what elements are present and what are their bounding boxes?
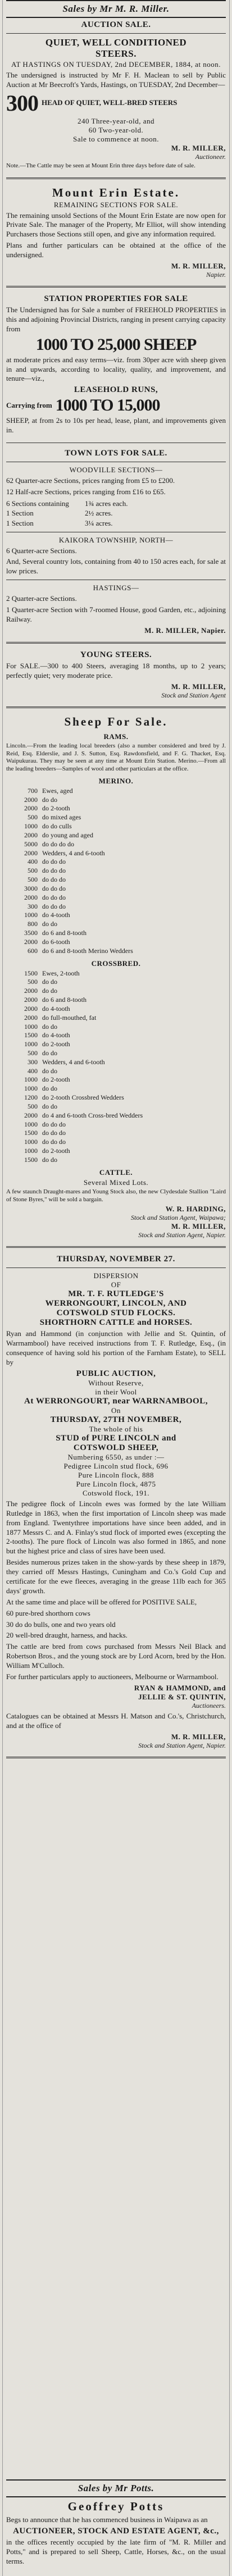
young-steers-heading: YOUNG STEERS.	[80, 650, 152, 659]
stock-row	[6, 1084, 226, 1093]
rutledge-body-6: 30 do do bulls, one and two years old	[6, 1620, 116, 1629]
station-big-range: 1000 TO 25,000 SHEEP	[35, 335, 197, 354]
lot-size: 2½ acres.	[85, 509, 113, 518]
rutledge-signature-2-sub: Auctioneers.	[192, 1701, 226, 1709]
stock-row	[6, 884, 226, 893]
potts-heading: Geoffrey Potts	[67, 2500, 165, 2514]
rutledge-without: Without Reserve,	[88, 1378, 144, 1387]
stock-count: 1000	[24, 1138, 38, 1146]
rutledge-body-8: The cattle are bred from cows purchased from Messrs Neil Black and Robertson Bros., and the young stock are by Lord Acorn, bred by the Hon. William M'Culloch.	[6, 1642, 226, 1670]
stock-row	[6, 867, 226, 876]
stock-description: do young and aged	[42, 831, 93, 839]
rutledge-on: On	[111, 1406, 121, 1415]
stock-count: 2000	[24, 831, 38, 839]
stock-count: 3000	[24, 884, 38, 892]
stock-description: Ewes, 2-tooth	[42, 969, 80, 977]
kaikora-1: 6 Quarter-acre Sections.	[6, 546, 77, 555]
town-lots-signature: M. R. MILLER, Napier.	[144, 626, 226, 635]
potts-body-2: in the offices recently occupied by the late firm of "M. R. Miller and Potts," and is prepared to sell Sheep, Cattle, Horses, &c., on the usual terms.	[6, 2538, 226, 2566]
rutledge-title-4: SHORTHORN CATTLE and HORSES.	[39, 1318, 193, 1328]
stock-count: 2000	[24, 1004, 38, 1013]
lot-row	[6, 518, 226, 528]
rutledge-body-3: Besides numerous prizes taken in the show-yards by these sheep in 1879, they carried off Messrs Hastings, Cuningham and Co.'s Gold Cup and certificate for the ewe fleeces, averaging in the grease 11lb each for 365 days' growth.	[6, 1558, 226, 1595]
stock-row	[6, 1067, 226, 1076]
stock-description: do do culls	[42, 822, 72, 831]
stock-description: do do do	[42, 867, 66, 875]
rutledge-body-2: The pedigree flock of Lincoln ewes was formed by the late William Rutledge in 1863, when the first importation of Lincoln sheep was made from England. Twentythree importations have since been added, and in 1877 Messrs C. and A. Finlay's stud flock of imported ewes (excepting the 2-tooths). The pure flock of Lincoln was also formed in 1865, and none but the highest price and class of sires have been used.	[6, 1499, 226, 1556]
stock-row	[6, 893, 226, 902]
rutledge-title-2: WERRONGOURT, LINCOLN, AND	[45, 1299, 187, 1308]
rutledge-body-4: At the same time and place will be offered for POSITIVE SALE,	[6, 1597, 197, 1606]
stock-description: do full-mouthed, fat	[42, 1013, 97, 1022]
station-lease-heading: LEASEHOLD RUNS,	[74, 385, 158, 395]
mount-erin-ad	[6, 186, 226, 279]
auction-signature-sub: Auctioneer.	[195, 152, 226, 161]
auction-title-2: STEERS.	[95, 48, 137, 60]
stock-description: do 2-tooth	[42, 1040, 70, 1048]
miller-banner: Sales by Mr M. R. Miller.	[6, 0, 226, 18]
rutledge-whole: The whole of his	[89, 1424, 143, 1433]
stock-description: do do do	[42, 858, 66, 866]
town-lots-ad	[6, 449, 226, 635]
stock-count: 2000	[24, 804, 38, 813]
lot-desc: 1 Section	[6, 509, 34, 518]
woodville-heading: WOODVILLE SECTIONS—	[69, 466, 163, 475]
hastings-heading: HASTINGS—	[93, 583, 139, 592]
young-steers-body: For SALE.—300 to 400 Steers, averaging 18 months, up to 2 years; perfectly quiet; very moderate price.	[6, 661, 226, 680]
potts-ad	[6, 2500, 226, 2568]
stock-description: do do	[42, 1155, 57, 1164]
rutledge-stock-item: Cotswold flock, 191.	[82, 1488, 150, 1497]
stock-description: do do	[42, 920, 57, 928]
rutledge-body-5: 60 pure-bred shorthorn cows	[6, 1608, 90, 1617]
stock-count: 1500	[24, 1031, 38, 1039]
rutledge-body-1: Ryan and Hammond (in conjunction with Jellie and St. Quintin, of Warrnambool) have received instructions from T. F. Rutledge, Esq., (in consequence of having sold his portion of the Farnham Estate), to SELL by	[6, 1329, 226, 1366]
station-body-3: SHEEP, at from 2s to 10s per head, lease, plant, and improvements given in.	[6, 416, 226, 435]
auction-heading: AUCTION SALE.	[81, 20, 151, 29]
horses-body: A few staunch Draught-mares and Young Stock also, the new Clydesdale Stallion "Laird of Stone Byres," will be sold a bargain.	[6, 1188, 226, 1203]
mount-erin-body-2: Plans and further particulars can be obtained at the office of the undersigned.	[6, 241, 226, 259]
rutledge-stud-1: STUD of PURE LINCOLN and	[56, 1433, 176, 1443]
rutledge-stud-2: COTSWOLD SHEEP,	[73, 1443, 159, 1452]
rutledge-ad	[6, 1255, 226, 1749]
stock-description: do do	[42, 987, 57, 995]
stock-row	[6, 1147, 226, 1156]
station-body-1: The Undersigned has for Sale a number of FREEHOLD PROPERTIES in this and adjoining Provincial Districts, ranging in present carrying capacity from	[6, 305, 226, 333]
stock-description: do 4-tooth	[42, 911, 70, 919]
stock-count: 1500	[24, 1155, 38, 1164]
woodville-2: 12 Half-acre Sections, prices ranging from £16 to £65.	[6, 487, 166, 496]
stock-description: do do do	[42, 884, 66, 892]
rutledge-signature-1: RYAN & HAMMOND, and	[134, 1683, 226, 1692]
stock-row	[6, 911, 226, 920]
stock-row	[6, 840, 226, 849]
stock-description: do do do do	[42, 840, 74, 848]
newspaper-page	[2, 0, 230, 2576]
stock-count: 2000	[24, 795, 38, 804]
stock-description: do 4-tooth	[42, 1031, 70, 1039]
stock-row	[6, 1040, 226, 1049]
stock-description: do do do	[42, 1129, 66, 1137]
stock-count: 3500	[24, 929, 38, 937]
stock-count: 2000	[24, 1111, 38, 1119]
stock-row	[6, 1111, 226, 1120]
mount-erin-signature-sub: Napier.	[206, 270, 226, 279]
station-lease-line: Carrying from	[6, 401, 52, 410]
rutledge-in-their: in their Wool	[95, 1387, 137, 1396]
young-steers-ad	[6, 650, 226, 700]
hastings-1: 2 Quarter-acre Sections.	[6, 594, 77, 603]
auction-note: Note.—The Cattle may be seen at Mount Erin three days before date of sale.	[6, 162, 195, 169]
lot-size: 3¼ acres.	[85, 518, 113, 527]
stock-description: do do do	[42, 902, 66, 910]
kaikora-heading: KAIKORA TOWNSHIP, NORTH—	[58, 535, 174, 544]
stock-count: 2000	[24, 987, 38, 995]
stock-count: 2000	[24, 937, 38, 946]
stock-description: do do	[42, 978, 57, 986]
merino-heading: MERINO.	[98, 776, 134, 785]
potts-body-1: Begs to announce that he has commenced business in Waipawa as an	[6, 2515, 208, 2524]
town-lots-heading: TOWN LOTS FOR SALE.	[65, 449, 167, 458]
rutledge-at: At WERRONGOURT, near WARRNAMBOOL,	[24, 1396, 208, 1406]
mount-erin-body-1: The remaining unsold Sections of the Mount Erin Estate are now open for Private Sale. The manager of the Property, Mr Elliot, will show intending Purchasers those Sections still open, and give any information required.	[6, 211, 226, 239]
stock-row	[6, 969, 226, 978]
stock-count: 1000	[24, 911, 38, 919]
lot-row	[6, 508, 226, 518]
rutledge-stock-item: Pedigree Lincoln stud flock, 696	[63, 1461, 169, 1470]
rutledge-signature-3: M. R. MILLER,	[171, 1732, 226, 1741]
stock-count: 1000	[24, 1040, 38, 1048]
stock-row	[6, 831, 226, 840]
mount-erin-sub: REMAINING SECTIONS FOR SALE.	[53, 200, 179, 209]
stock-description: do mixed ages	[42, 813, 81, 822]
young-steers-signature-sub: Stock and Station Agent	[161, 691, 226, 699]
cattle-heading: CATTLE.	[99, 1168, 133, 1177]
auction-sale-note: Sale to commence at noon.	[73, 134, 159, 143]
stock-count: 1000	[24, 822, 38, 831]
merino-table	[6, 787, 226, 956]
stock-row	[6, 978, 226, 987]
stock-row	[6, 858, 226, 867]
stock-row	[6, 1156, 226, 1165]
auction-sub-2: 60 Two-year-old.	[88, 125, 144, 134]
rams-heading: RAMS.	[103, 732, 129, 741]
sheep-signature-2: M. R. MILLER,	[171, 1222, 226, 1231]
stock-row	[6, 1102, 226, 1111]
stock-row	[6, 813, 226, 822]
rams-body: Lincoln.—From the leading local breeders (also a number considered and bred by J. Reid, Esq. Elderslie, and J. S. Sutton, Esq. Rawdonsfield, and F. G. Thacket, Esq. Waipukurau. They may be seen at any time at Mount Erin Station. Merino.—From all the leading breeders—Samples of wool and other particulars at the office.	[6, 742, 226, 773]
stock-count: 1500	[24, 969, 38, 977]
auction-signature: M. R. MILLER,	[171, 143, 226, 152]
stock-count: 400	[28, 1066, 38, 1075]
stock-count: 1500	[24, 1129, 38, 1137]
stock-count: 500	[28, 1102, 38, 1110]
stock-count: 300	[28, 902, 38, 910]
stock-row	[6, 929, 226, 938]
stock-description: do 4 and 6-tooth Cross-bred Wedders	[42, 1111, 143, 1119]
rutledge-of: OF	[111, 1280, 121, 1289]
stock-row	[6, 947, 226, 956]
stock-count: 500	[28, 813, 38, 822]
stock-row	[6, 796, 226, 805]
stock-description: do 2-tooth	[42, 804, 70, 813]
stock-count: 2000	[24, 893, 38, 901]
mount-erin-signature: M. R. MILLER,	[171, 261, 226, 270]
crossbred-heading: CROSSBRED.	[91, 959, 141, 968]
stock-count: 1000	[24, 1022, 38, 1031]
station-heading: STATION PROPERTIES FOR SALE	[44, 294, 188, 303]
stock-count: 2000	[24, 849, 38, 857]
stock-description: do 6 and 8-tooth	[42, 929, 87, 937]
stock-row	[6, 1120, 226, 1129]
rutledge-dispersion: DISPERSION	[93, 1271, 139, 1280]
station-lease-big: 1000 TO 15,000	[55, 396, 160, 415]
stock-row	[6, 987, 226, 996]
auction-big-row	[6, 92, 226, 115]
rutledge-body-9: For further particulars apply to auctioneers, Melbourne or Warrnambool.	[6, 1672, 219, 1681]
stock-description: do do	[42, 1066, 57, 1075]
stock-description: do do do	[42, 1120, 66, 1128]
woodville-1: 62 Quarter-acre Sections, prices ranging from £5 to £200.	[6, 476, 175, 485]
stock-row	[6, 902, 226, 911]
lot-row	[6, 499, 226, 509]
stock-row	[6, 876, 226, 884]
stock-description: do do do	[42, 893, 66, 901]
auction-sub-1: 240 Three-year-old, and	[78, 116, 154, 125]
stock-description: do do	[42, 795, 57, 804]
stock-description: do 6-tooth	[42, 937, 70, 946]
potts-banner: Sales by Mr Potts.	[6, 2479, 226, 2497]
stock-count: 800	[28, 920, 38, 928]
stock-description: do do do	[42, 876, 66, 884]
stock-count: 5000	[24, 840, 38, 848]
auction-big-number: 300	[6, 90, 38, 116]
stock-row	[6, 1049, 226, 1058]
stock-description: do 2-tooth	[42, 1075, 70, 1084]
auction-body: The undersigned is instructed by Mr F. H. Maclean to sell by Public Auction at Mr Beecroft's Yards, Hastings, on TUESDAY, 2nd December—	[6, 70, 226, 89]
rutledge-numbering: Numbering 6550, as under :—	[67, 1452, 165, 1461]
lot-desc: 1 Section	[6, 518, 34, 527]
stock-description: Wedders, 4 and 6-tooth	[42, 849, 105, 857]
rutledge-body-7: 20 well-bred draught, harness, and hacks.	[6, 1631, 128, 1640]
kaikora-2: And, Several country lots, containing from 40 to 150 acres each, for sale at low prices.	[6, 557, 226, 576]
stock-count: 2000	[24, 1013, 38, 1022]
auction-big-side: HEAD OF QUIET, WELL-BRED STEERS	[42, 98, 178, 107]
rutledge-catalogue: Catalogues can be obtained at Messrs H. Matson and Co.'s, Christchurch, and at the office of	[6, 1711, 226, 1730]
potts-title: AUCTIONEER, STOCK AND ESTATE AGENT, &c.,	[13, 2527, 219, 2536]
stock-row	[6, 1093, 226, 1102]
stock-description: do 2-tooth	[42, 1147, 70, 1155]
stock-row	[6, 1023, 226, 1032]
stock-description: do 6 and 8-tooth	[42, 996, 87, 1004]
stock-count: 500	[28, 1049, 38, 1057]
lot-size: 1¾ acres each.	[85, 499, 128, 508]
stock-row	[6, 938, 226, 947]
stock-count: 1000	[24, 1084, 38, 1093]
stock-count: 1200	[24, 1093, 38, 1102]
rutledge-stock-item: Pure Lincoln flock, 888	[78, 1470, 154, 1479]
rutledge-title-1: MR. T. F. RUTLEDGE'S	[68, 1289, 164, 1299]
auction-date-line: AT HASTINGS ON TUESDAY, 2nd DECEMBER, 1884, at noon.	[11, 60, 221, 69]
stock-row	[6, 1014, 226, 1023]
sheep-signature-1: W. R. HARDING,	[165, 1205, 226, 1214]
stock-description: do do	[42, 1102, 57, 1110]
stock-count: 600	[28, 946, 38, 955]
stock-count: 700	[28, 786, 38, 795]
stock-count: 2000	[24, 996, 38, 1004]
stock-count: 1000	[24, 1120, 38, 1128]
crossbred-table	[6, 969, 226, 1165]
rutledge-title-3: COTSWOLD STUD FLOCKS.	[56, 1308, 176, 1318]
auction-title-1: QUIET, WELL CONDITIONED	[45, 37, 187, 48]
stock-description: do do	[42, 1049, 57, 1057]
stock-count: 500	[28, 978, 38, 986]
stock-count: 1000	[24, 1075, 38, 1084]
stock-count: 1000	[24, 1147, 38, 1155]
rutledge-thursday: THURSDAY, 27TH NOVEMBER,	[50, 1415, 182, 1424]
young-steers-signature: M. R. MILLER,	[171, 682, 226, 691]
stock-description: do do do	[42, 1138, 66, 1146]
stock-row	[6, 920, 226, 929]
stock-row	[6, 1129, 226, 1138]
stock-description: do 4-tooth	[42, 1004, 70, 1013]
stock-description: do 6 and 8-tooth Merino Wedders	[42, 946, 133, 955]
sheep-signature-2-sub: Stock and Station Agent, Napier.	[138, 1231, 226, 1239]
stock-description: Wedders, 4 and 6-tooth	[42, 1057, 105, 1066]
stock-row	[6, 804, 226, 813]
sheep-heading: Sheep For Sale.	[64, 714, 168, 728]
stock-description: do do	[42, 1022, 57, 1031]
station-properties-ad	[6, 294, 226, 437]
station-body-2: at moderate prices and easy terms—viz. from 30per acre with sheep given in and upwards, according to locality, quality, and improvement, and tenure—viz.,	[6, 355, 226, 383]
station-lease-row	[6, 397, 226, 414]
auction-sale-ad	[6, 20, 226, 171]
hastings-2: 1 Quarter-acre Section with 7-roomed House, good Garden, etc., adjoining Railway.	[6, 605, 226, 623]
cattle-sub: Several Mixed Lots.	[83, 1178, 149, 1187]
stock-description: Ewes, aged	[42, 786, 73, 795]
stock-row	[6, 1075, 226, 1084]
stock-row	[6, 822, 226, 831]
stock-row	[6, 1005, 226, 1014]
stock-count: 400	[28, 858, 38, 866]
rutledge-date-heading: THURSDAY, NOVEMBER 27.	[57, 1255, 175, 1264]
stock-count: 500	[28, 876, 38, 884]
stock-row	[6, 849, 226, 858]
stock-count: 300	[28, 1057, 38, 1066]
stock-description: do 2-tooth Crossbred Wedders	[42, 1093, 124, 1102]
lot-desc: 6 Sections containing	[6, 499, 69, 508]
rutledge-signature-2: JELLIE & ST. QUINTIN,	[138, 1692, 226, 1701]
rutledge-stock-item: Pure Lincoln flock, 4875	[76, 1479, 156, 1488]
stock-row	[6, 1031, 226, 1040]
rutledge-public: PUBLIC AUCTION,	[76, 1369, 156, 1378]
stock-count: 500	[28, 867, 38, 875]
stock-description: do do	[42, 1084, 57, 1093]
sheep-signature-1-sub: Stock and Station Agent, Waipawa;	[131, 1214, 226, 1222]
stock-row	[6, 1058, 226, 1067]
stock-row	[6, 787, 226, 796]
mount-erin-heading: Mount Erin Estate.	[52, 186, 180, 200]
rutledge-signature-3-sub: Stock and Station Agent, Napier.	[138, 1741, 226, 1749]
stock-row	[6, 996, 226, 1005]
stock-row	[6, 1138, 226, 1147]
sheep-sale-ad	[6, 715, 226, 1240]
